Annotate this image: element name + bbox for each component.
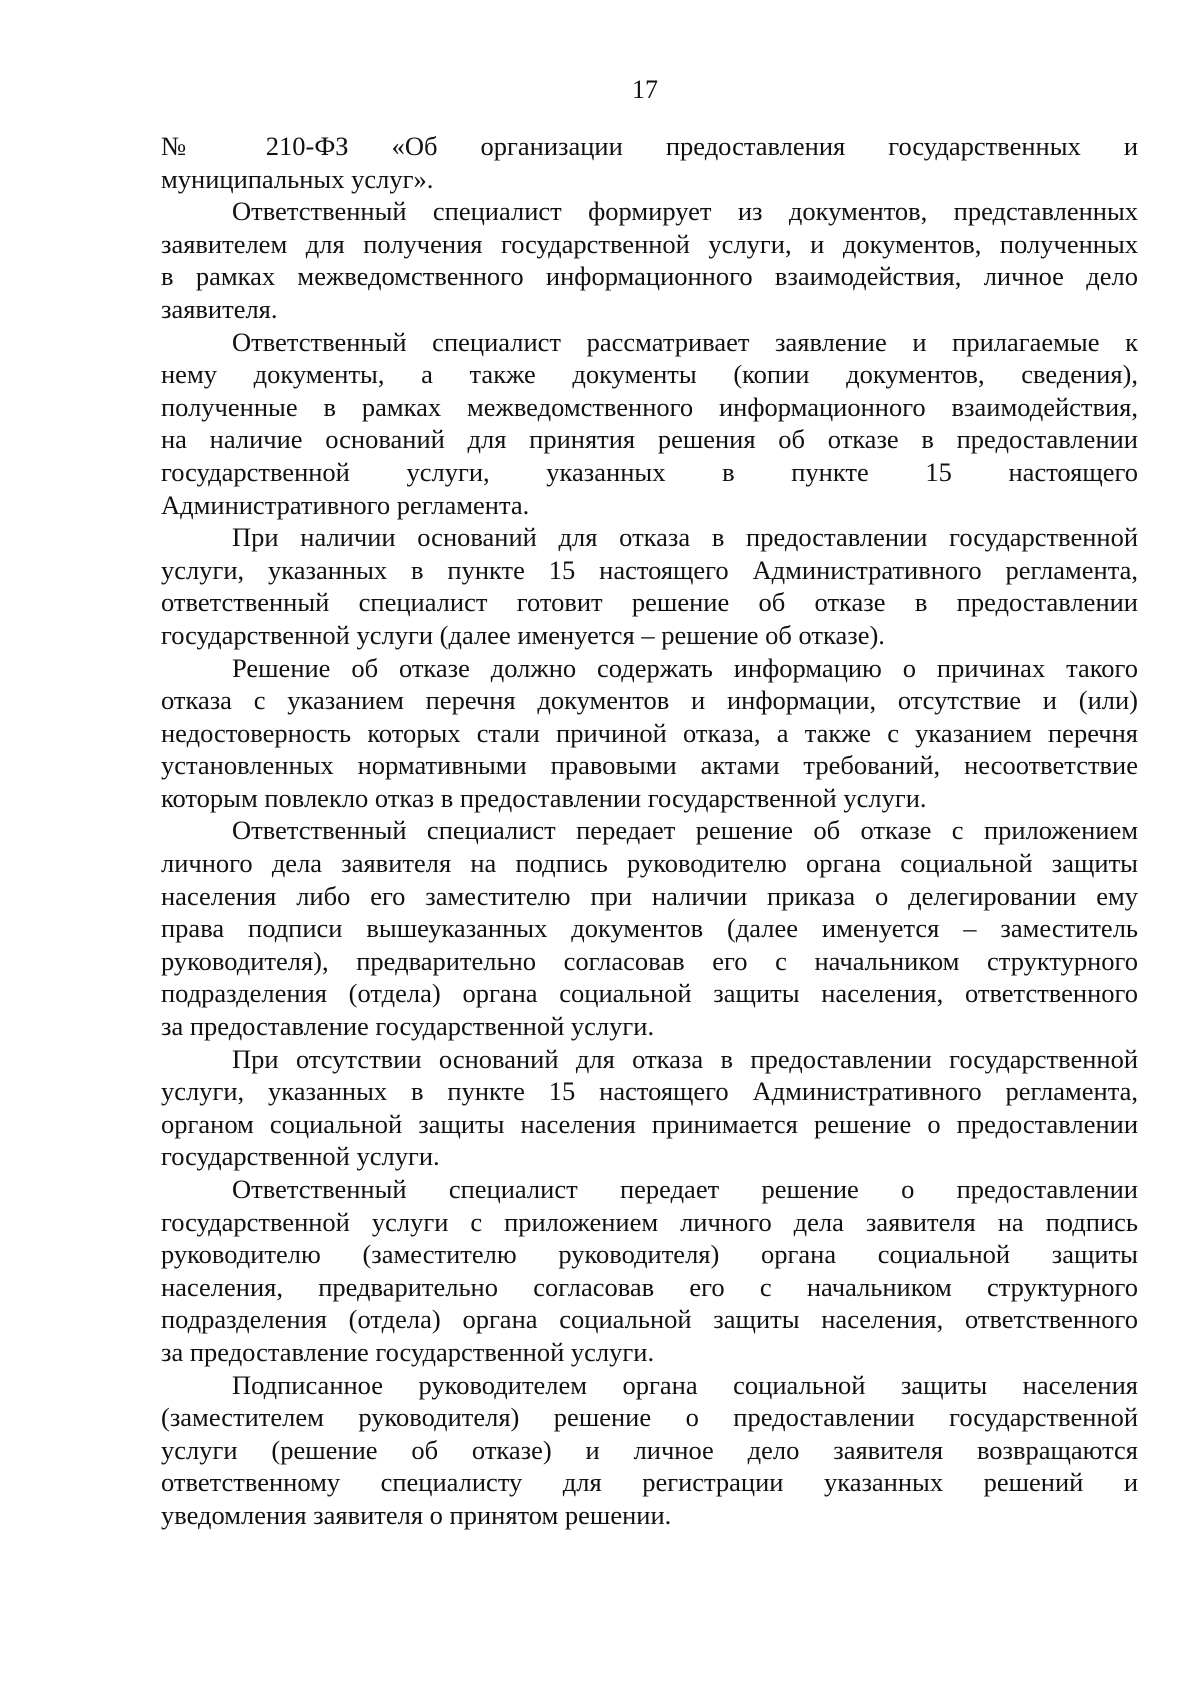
paragraph-grant-signature: [161, 1173, 1138, 1369]
paragraph-refusal-signature: [161, 814, 1138, 1042]
text-line: заявителя.: [161, 293, 278, 324]
text-line: Ответственный специалист рассматривает заявление и прилагаемые к: [232, 326, 1138, 357]
text-line: за предоставление государственной услуги.: [161, 1011, 655, 1042]
text-line: № 210-ФЗ «Об организации предоставления государственных и: [161, 131, 1138, 161]
text-line: услуги, указанных в пункте 15 настоящего Административного регламента,: [161, 1076, 1138, 1107]
text-line: права подписи вышеуказанных документов (далее именуется – заместитель: [161, 913, 1138, 944]
text-line: полученные в рамках межведомственного информационного взаимодействия,: [161, 391, 1138, 422]
paragraph-return-to-specialist: [161, 1369, 1138, 1532]
text-line: подразделения (отдела) органа социальной защиты населения, ответственного: [161, 1304, 1138, 1335]
text-line: Ответственный специалист передает решение о предоставлении: [232, 1174, 1138, 1204]
paragraph-refusal-content: [161, 652, 1138, 815]
text-line: Ответственный специалист формирует из документов, представленных: [232, 196, 1138, 227]
text-line: руководителю (заместителю руководителя) органа социальной защиты: [161, 1239, 1138, 1270]
text-line: недостоверность которых стали причиной отказа, а также с указанием перечня: [161, 717, 1138, 748]
paragraph-review-application: [161, 326, 1138, 522]
text-line: (заместителем руководителя) решение о предоставлении государственной: [161, 1402, 1138, 1433]
text-line: подразделения (отдела) органа социальной защиты населения, ответственного: [161, 978, 1138, 1009]
text-line: государственной услуги, указанных в пункте 15 настоящего: [161, 456, 1138, 487]
text-line: населения либо его заместителю при наличии приказа о делегировании ему: [161, 880, 1138, 911]
text-line: в рамках межведомственного информационного взаимодействия, личное дело: [161, 261, 1138, 292]
text-line: руководителя), предварительно согласовав его с начальником структурного: [161, 945, 1138, 976]
text-line: органом социальной защиты населения принимается решение о предоставлении: [161, 1108, 1138, 1139]
text-line: установленных нормативными правовыми актами требований, несоответствие: [161, 750, 1138, 781]
text-line: государственной услуги с приложением личного дела заявителя на подпись: [161, 1206, 1138, 1237]
text-line: личного дела заявителя на подпись руководителю органа социальной защиты: [161, 848, 1138, 879]
text-line: отказа с указанием перечня документов и информации, отсутствие и (или): [161, 685, 1138, 716]
document-body: [161, 130, 1138, 1532]
page-number: 17: [632, 75, 658, 104]
text-line: государственной услуги (далее именуется – решение об отказе).: [161, 619, 885, 650]
text-line: услуги, указанных в пункте 15 настоящего Административного регламента,: [161, 554, 1138, 585]
text-line: государственной услуги.: [161, 1141, 440, 1172]
text-line: При наличии оснований для отказа в предоставлении государственной: [232, 522, 1138, 553]
text-line: Решение об отказе должно содержать информацию о причинах такого: [232, 652, 1138, 683]
text-line: услуги (решение об отказе) и личное дело заявителя возвращаются: [161, 1434, 1138, 1465]
text-line: Ответственный специалист передает решение об отказе с приложением: [232, 815, 1138, 846]
paragraph-refusal-grounds: [161, 521, 1138, 651]
text-line: заявителем для получения государственной услуги, и документов, полученных: [161, 228, 1138, 259]
paragraph-law-reference: [161, 130, 1138, 195]
text-line: которым повлекло отказ в предоставлении государственной услуги.: [161, 782, 927, 813]
text-line: уведомления заявителя о принятом решении.: [161, 1499, 672, 1530]
paragraph-personal-file: [161, 195, 1138, 325]
text-line: ответственный специалист готовит решение об отказе в предоставлении: [161, 587, 1138, 618]
text-line: населения, предварительно согласовав его с начальником структурного: [161, 1271, 1138, 1302]
text-line: Административного регламента.: [161, 489, 530, 520]
text-line: муниципальных услуг».: [161, 163, 434, 194]
text-line: ответственному специалисту для регистрации указанных решений и: [161, 1467, 1138, 1498]
paragraph-grant-decision: [161, 1043, 1138, 1173]
text-line: за предоставление государственной услуги.: [161, 1336, 655, 1367]
text-line: Подписанное руководителем органа социальной защиты населения: [232, 1369, 1138, 1400]
text-line: При отсутствии оснований для отказа в предоставлении государственной: [232, 1043, 1138, 1074]
text-line: нему документы, а также документы (копии документов, сведения),: [161, 359, 1138, 390]
text-line: на наличие оснований для принятия решения об отказе в предоставлении: [161, 424, 1138, 455]
